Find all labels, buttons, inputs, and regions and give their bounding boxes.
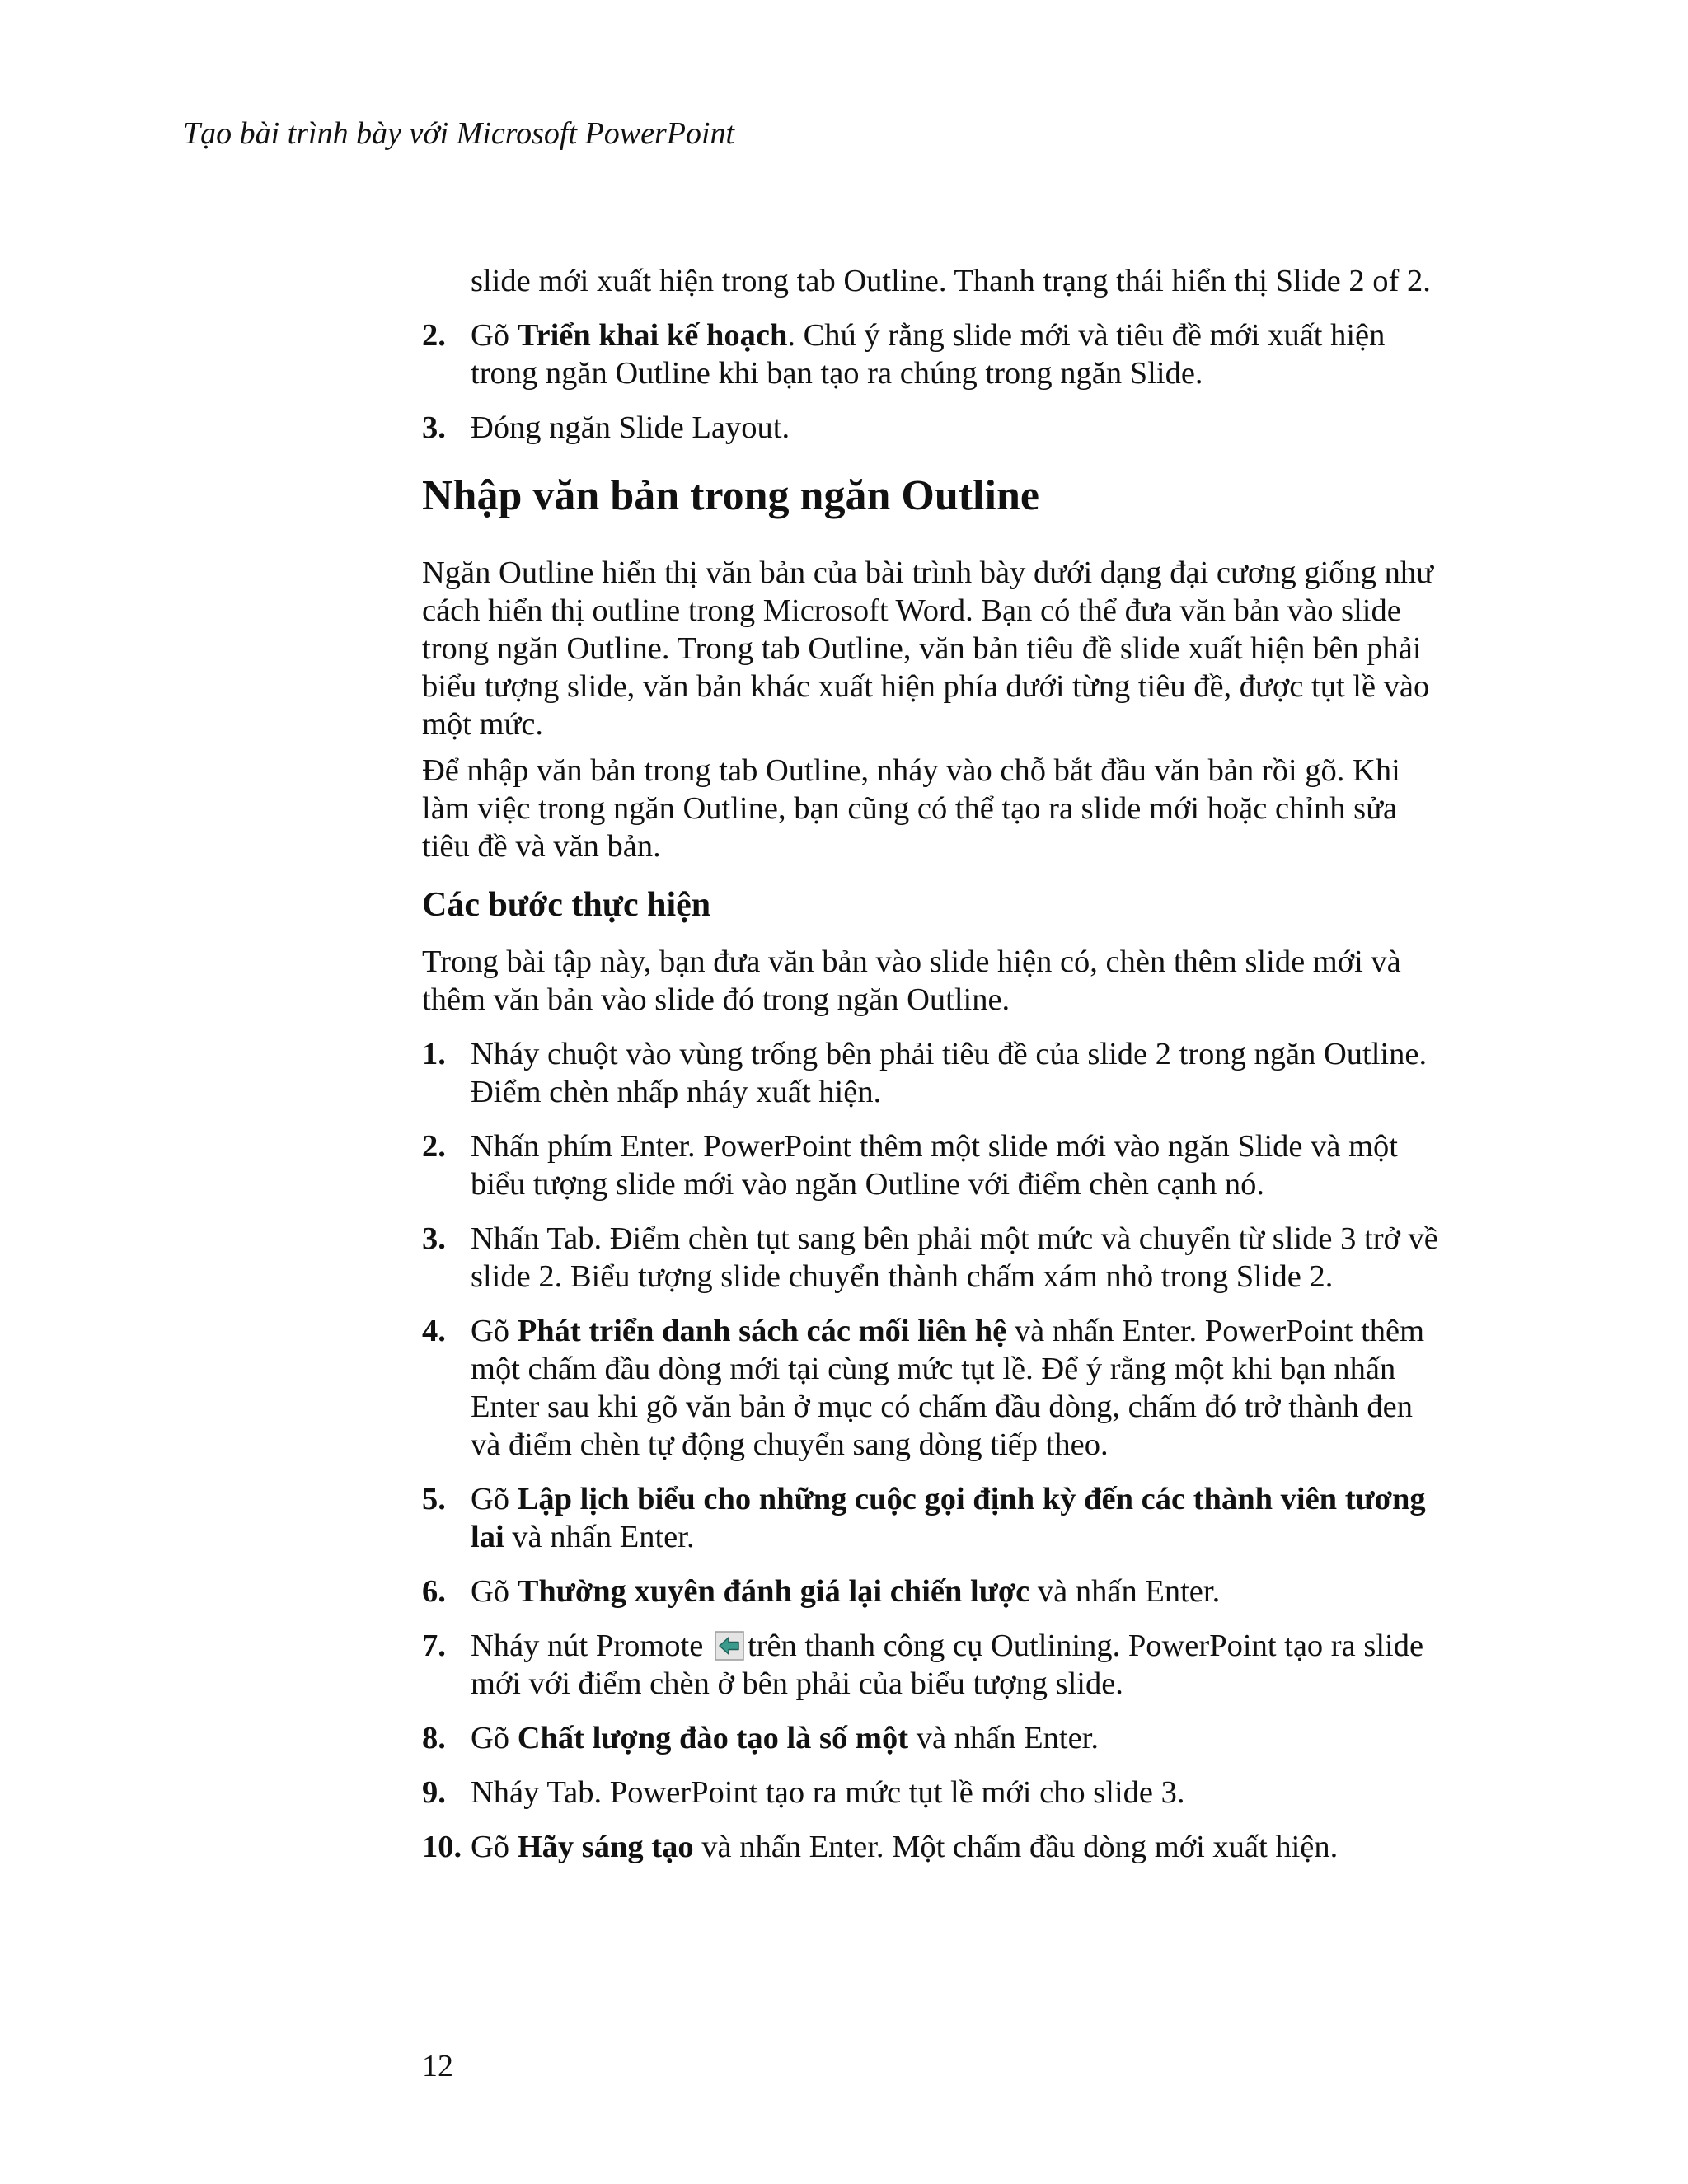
bold-text: Chất lượng đào tạo là số một (517, 1721, 909, 1755)
step-item: 6. Gõ Thường xuyên đánh giá lại chiến lược và nhấn Enter. (422, 1574, 1221, 1609)
bold-text: Lập lịch biểu cho những cuộc gọi định kỳ đến các thành viên tương lai (471, 1482, 1426, 1554)
step-number: 2. (422, 1129, 446, 1164)
step-item: 2. Nhấn phím Enter. PowerPoint thêm một slide mới vào ngăn Slide và một biểu tượng slide mới vào ngăn Outline với điểm chèn cạnh nó. (422, 1129, 1398, 1202)
step-item: 1. Nháy chuột vào vùng trống bên phải tiêu đề của slide 2 trong ngăn Outline. Điểm chèn nhấp nháy xuất hiện. (422, 1037, 1428, 1109)
running-header: Tạo bài trình bày với Microsoft PowerPoint (183, 116, 735, 151)
paragraph: Để nhập văn bản trong tab Outline, nháy vào chỗ bắt đầu văn bản rồi gõ. Khi làm việc trong ngăn Outline, bạn cũng có thể tạo ra slide mới hoặc chỉnh sửa tiêu đề và văn bản. (422, 753, 1400, 864)
list-item: 3. Đóng ngăn Slide Layout. (422, 410, 790, 445)
paragraph: Ngăn Outline hiển thị văn bản của bài trình bày dưới dạng đại cương giống như cách hiển thị outline trong Microsoft Word. Bạn có thể đưa văn bản vào slide trong ngăn Outline. Trong tab Outline, văn bản tiêu đề slide xuất hiện bên phải biểu tượng slide, văn bản khác xuất hiện phía dưới từng tiêu đề, được tụt lề vào một mức. (422, 555, 1434, 742)
step-item: 4. Gõ Phát triển danh sách các mối liên hệ và nhấn Enter. PowerPoint thêm một chấm đầu dòng mới tại cùng mức tụt lề. Để ý rằng một khi bạn nhấn Enter sau khi gõ văn bản ở mục có chấm đầu dòng, chấm đó trở thành đen và điểm chèn tự động chuyển sang dòng tiếp theo. (422, 1314, 1425, 1462)
promote-arrow-icon (715, 1631, 744, 1661)
step-number: 10. (422, 1830, 462, 1864)
step-number: 9. (422, 1775, 446, 1810)
step-item: 7. Nháy nút Promote trên thanh công cụ Outlining. PowerPoint tạo ra slide mới với điểm chèn ở bên phải của biểu tượng slide. (422, 1629, 1424, 1701)
step-item: 9. Nháy Tab. PowerPoint tạo ra mức tụt lề mới cho slide 3. (422, 1775, 1185, 1810)
page-body (422, 262, 1444, 1882)
page-number: 12 (422, 2049, 453, 2083)
steps-intro: Trong bài tập này, bạn đưa văn bản vào slide hiện có, chèn thêm slide mới và thêm văn bản vào slide đó trong ngăn Outline. (422, 944, 1401, 1017)
step-number: 3. (422, 1221, 446, 1256)
step-item: 3. Nhấn Tab. Điểm chèn tụt sang bên phải một mức và chuyển từ slide 3 trở về slide 2. Biểu tượng slide chuyển thành chấm xám nhỏ trong Slide 2. (422, 1221, 1438, 1294)
step-number: 5. (422, 1482, 446, 1516)
step-item: 10. Gõ Hãy sáng tạo và nhấn Enter. Một chấm đầu dòng mới xuất hiện. (422, 1830, 1339, 1864)
list-item-continuation (422, 262, 1444, 300)
step-item: 8. Gõ Chất lượng đào tạo là số một và nhấn Enter. (422, 1721, 1099, 1755)
step-number: 8. (422, 1721, 446, 1755)
list-item: 2. Gõ Triển khai kế hoạch. Chú ý rằng slide mới và tiêu đề mới xuất hiện trong ngăn Outline khi bạn tạo ra chúng trong ngăn Slide. (422, 318, 1386, 391)
bold-text: Triển khai kế hoạch (517, 318, 788, 353)
bold-text: Hãy sáng tạo (517, 1830, 694, 1864)
step-item: 5. Gõ Lập lịch biểu cho những cuộc gọi định kỳ đến các thành viên tương lai và nhấn Enter. (422, 1482, 1426, 1554)
step-number: 4. (422, 1314, 446, 1348)
step-number: 1. (422, 1037, 446, 1071)
list-number: 3. (422, 410, 446, 445)
list-item-text: slide mới xuất hiện trong tab Outline. Thanh trạng thái hiển thị Slide 2 of 2. (471, 264, 1431, 298)
bold-text: Thường xuyên đánh giá lại chiến lược (517, 1574, 1030, 1609)
step-number: 6. (422, 1574, 446, 1609)
step-number: 7. (422, 1629, 446, 1663)
bold-text: Phát triển danh sách các mối liên hệ (517, 1314, 1007, 1348)
subsection-heading: Các bước thực hiện (422, 886, 711, 924)
list-number: 2. (422, 318, 446, 353)
section-heading: Nhập văn bản trong ngăn Outline (422, 472, 1039, 519)
